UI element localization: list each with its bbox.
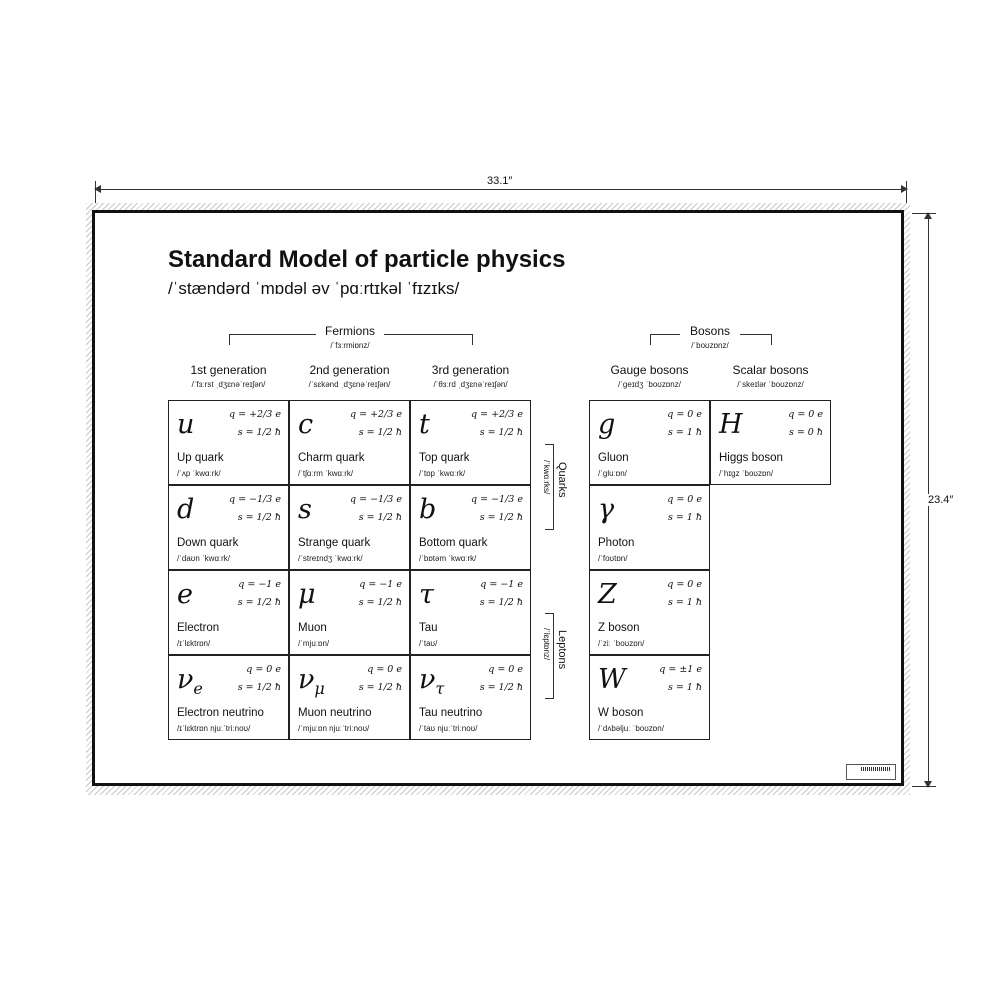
particle-symbol: γ xyxy=(598,494,615,525)
column-header-3rd-generation: 3rd generation xyxy=(431,363,510,377)
particle-charge: q = −1/3 e xyxy=(229,494,281,505)
quarks-ipa: /ˈkwɑːrks/ xyxy=(542,460,551,495)
particle-name: Tau neutrino xyxy=(419,707,483,719)
particle-name: Down quark xyxy=(177,537,239,549)
particle-name: Charm quark xyxy=(298,452,365,464)
particle-symbol: μ xyxy=(298,579,316,610)
particle-name: Bottom quark xyxy=(419,537,488,549)
particle-symbol-group xyxy=(719,411,743,438)
particle-ipa: /ˈstreɪndʒ ˈkwɑːrk/ xyxy=(298,554,363,563)
particle-cell xyxy=(410,485,531,570)
particle-cell xyxy=(589,400,710,485)
particle-spin: s = 1 ħ xyxy=(667,682,702,693)
particle-ipa: /ˈtaʊ/ xyxy=(419,639,438,648)
particle-symbol-group xyxy=(419,666,444,697)
particle-spin: s = 1/2 ħ xyxy=(237,682,281,693)
particle-symbol: e xyxy=(177,579,193,610)
particle-charge: q = −1/3 e xyxy=(471,494,523,505)
particle-name: W boson xyxy=(598,707,644,719)
particle-symbol-subscript: e xyxy=(193,679,203,698)
particle-name: Muon neutrino xyxy=(298,707,372,719)
particle-symbol: ν xyxy=(298,664,315,695)
poster-title: Standard Model of particle physics xyxy=(168,246,566,273)
column-ipa-1st-generation: /ˈfɜːrst ˌdʒɛnəˈreɪʃən/ xyxy=(191,380,266,389)
width-dimension-line xyxy=(96,189,906,190)
column-ipa-2nd-generation: /ˈsɛkənd ˌdʒɛnəˈreɪʃən/ xyxy=(308,380,391,389)
particle-ipa: /ˈɡluːɒn/ xyxy=(598,469,627,478)
particle-cell xyxy=(589,655,710,740)
leptons-ipa: /ˈlɛptɒnz/ xyxy=(542,628,551,661)
particle-charge: q = 0 e xyxy=(246,664,281,675)
particle-spin: s = 1/2 ħ xyxy=(358,597,402,608)
particle-symbol: c xyxy=(298,409,314,440)
particle-symbol-group xyxy=(419,581,434,608)
particle-charge: q = 0 e xyxy=(788,409,823,420)
particle-symbol-group xyxy=(298,581,316,608)
particle-symbol-group xyxy=(419,496,436,523)
particle-symbol-group xyxy=(298,411,313,438)
particle-charge: q = −1/3 e xyxy=(350,494,402,505)
particle-ipa: /ˈfoʊtɒn/ xyxy=(598,554,628,563)
column-ipa-gauge-bosons: /ˈɡeɪdʒ ˈboʊzɒnz/ xyxy=(618,380,681,389)
particle-name: Tau xyxy=(419,622,438,634)
particle-ipa: /ˈtɒp ˈkwɑːrk/ xyxy=(419,469,466,478)
particle-spin: s = 0 ħ xyxy=(788,427,823,438)
bosons-label: Bosons xyxy=(680,324,740,338)
particle-cell xyxy=(289,570,410,655)
particle-spin: s = 1/2 ħ xyxy=(237,512,281,523)
particle-spin: s = 1/2 ħ xyxy=(479,427,523,438)
particle-symbol: W xyxy=(598,664,626,695)
particle-spin: s = 1/2 ħ xyxy=(358,682,402,693)
particle-symbol-group xyxy=(598,411,615,438)
particle-name: Photon xyxy=(598,537,635,549)
particle-charge: q = 0 e xyxy=(667,409,702,420)
particle-cell xyxy=(710,400,831,485)
particle-name: Muon xyxy=(298,622,327,634)
particle-charge: q = 0 e xyxy=(488,664,523,675)
particle-symbol-subscript: μ xyxy=(314,679,325,698)
particle-ipa: /ˈʌp ˈkwɑːrk/ xyxy=(177,469,221,478)
column-header-2nd-generation: 2nd generation xyxy=(309,363,390,377)
particle-spin: s = 1/2 ħ xyxy=(358,512,402,523)
particle-symbol: ν xyxy=(177,664,194,695)
particle-cell xyxy=(410,655,531,740)
particle-spin: s = 1/2 ħ xyxy=(479,512,523,523)
particle-spin: s = 1 ħ xyxy=(667,597,702,608)
column-header-gauge-bosons: Gauge bosons xyxy=(610,363,689,377)
particle-name: Top quark xyxy=(419,452,470,464)
particle-name: Z boson xyxy=(598,622,640,634)
particle-name: Electron xyxy=(177,622,220,634)
particle-ipa: /ˈtʃɑːrm ˈkwɑːrk/ xyxy=(298,469,354,478)
bosons-ipa: /ˈboʊzɒnz/ xyxy=(691,341,729,350)
particle-spin: s = 1/2 ħ xyxy=(358,427,402,438)
particle-symbol: s xyxy=(298,494,312,525)
particle-spin: s = 1 ħ xyxy=(667,512,702,523)
particle-charge: q = −1 e xyxy=(359,579,402,590)
particle-cell xyxy=(410,400,531,485)
particle-symbol: H xyxy=(719,409,743,440)
particle-cell xyxy=(289,655,410,740)
particle-ipa: /ˈmjuːɒn njuːˈtriːnoʊ/ xyxy=(298,724,370,733)
particle-symbol: τ xyxy=(419,579,434,610)
particle-ipa: /ɪˈlɛktrɒn/ xyxy=(177,639,211,648)
particle-ipa: /ˈmjuːɒn/ xyxy=(298,639,330,648)
particle-symbol-group xyxy=(298,666,325,697)
particle-symbol-group xyxy=(177,411,194,438)
particle-charge: q = ±1 e xyxy=(659,664,702,675)
height-dimension-label: 23.4″ xyxy=(925,494,956,506)
particle-charge: q = 0 e xyxy=(367,664,402,675)
particle-ipa: /ɪˈlɛktrɒn njuːˈtriːnoʊ/ xyxy=(177,724,251,733)
particle-cell xyxy=(289,400,410,485)
particle-symbol-group xyxy=(419,411,430,438)
particle-spin: s = 1/2 ħ xyxy=(237,597,281,608)
particle-symbol: b xyxy=(419,494,437,525)
particle-symbol-group xyxy=(598,581,617,608)
particle-symbol: g xyxy=(598,409,616,440)
particle-charge: q = −1 e xyxy=(238,579,281,590)
column-ipa-3rd-generation: /ˈθɜːrd ˌdʒɛnəˈreɪʃən/ xyxy=(433,380,508,389)
quarks-label: Quarks xyxy=(556,462,568,498)
particle-cell xyxy=(168,570,289,655)
fermions-label: Fermions xyxy=(316,324,384,338)
particle-spin: s = 1/2 ħ xyxy=(479,682,523,693)
poster-title-ipa: /ˈstændərd ˈmɒdəl əv ˈpɑːrtɪkəl ˈfɪzɪks/ xyxy=(168,279,460,298)
particle-charge: q = −1 e xyxy=(480,579,523,590)
particle-symbol-group xyxy=(598,666,626,693)
particle-ipa: /ˈbɒtəm ˈkwɑːrk/ xyxy=(419,554,477,563)
particle-name: Higgs boson xyxy=(719,452,783,464)
particle-symbol-group xyxy=(298,496,312,523)
particle-symbol-group xyxy=(177,666,203,697)
particle-symbol: t xyxy=(419,409,430,440)
particle-ipa: /ˈhɪɡz ˈboʊzɒn/ xyxy=(719,469,774,478)
fermions-ipa: /ˈfɜːrmiɒnz/ xyxy=(330,341,370,350)
particle-cell xyxy=(410,570,531,655)
particle-symbol-subscript: τ xyxy=(435,679,445,698)
column-ipa-scalar-bosons: /ˈskeɪlər ˈboʊzɒnz/ xyxy=(737,380,804,389)
particle-cell xyxy=(589,485,710,570)
particle-ipa: /ˈtaʊ njuːˈtriːnoʊ/ xyxy=(419,724,478,733)
particle-cell xyxy=(168,485,289,570)
particle-symbol: Z xyxy=(598,579,617,610)
particle-symbol: ν xyxy=(419,664,436,695)
particle-cell xyxy=(168,400,289,485)
particle-spin: s = 1/2 ħ xyxy=(479,597,523,608)
particle-cell xyxy=(289,485,410,570)
particle-cell xyxy=(589,570,710,655)
particle-name: Electron neutrino xyxy=(177,707,264,719)
particle-symbol: u xyxy=(177,409,195,440)
particle-charge: q = +2/3 e xyxy=(350,409,402,420)
particle-name: Gluon xyxy=(598,452,629,464)
particle-name: Up quark xyxy=(177,452,224,464)
particle-symbol-group xyxy=(177,496,194,523)
particle-charge: q = +2/3 e xyxy=(471,409,523,420)
particle-spin: s = 1 ħ xyxy=(667,427,702,438)
column-header-scalar-bosons: Scalar bosons xyxy=(732,363,809,377)
width-dimension-label: 33.1″ xyxy=(484,175,515,187)
particle-name: Strange quark xyxy=(298,537,371,549)
particle-ipa: /ˈdaʊn ˈkwɑːrk/ xyxy=(177,554,231,563)
particle-charge: q = +2/3 e xyxy=(229,409,281,420)
particle-cell xyxy=(168,655,289,740)
leptons-label: Leptons xyxy=(556,630,568,670)
particle-symbol: d xyxy=(177,494,195,525)
particle-charge: q = 0 e xyxy=(667,494,702,505)
column-header-1st-generation: 1st generation xyxy=(190,363,267,377)
particle-ipa: /ˈdʌbəljuː ˈboʊzɒn/ xyxy=(598,724,664,733)
particle-charge: q = 0 e xyxy=(667,579,702,590)
barcode-label xyxy=(846,764,896,780)
particle-symbol-group xyxy=(598,496,614,523)
particle-ipa: /ˈziː ˈboʊzɒn/ xyxy=(598,639,645,648)
particle-symbol-group xyxy=(177,581,193,608)
particle-spin: s = 1/2 ħ xyxy=(237,427,281,438)
